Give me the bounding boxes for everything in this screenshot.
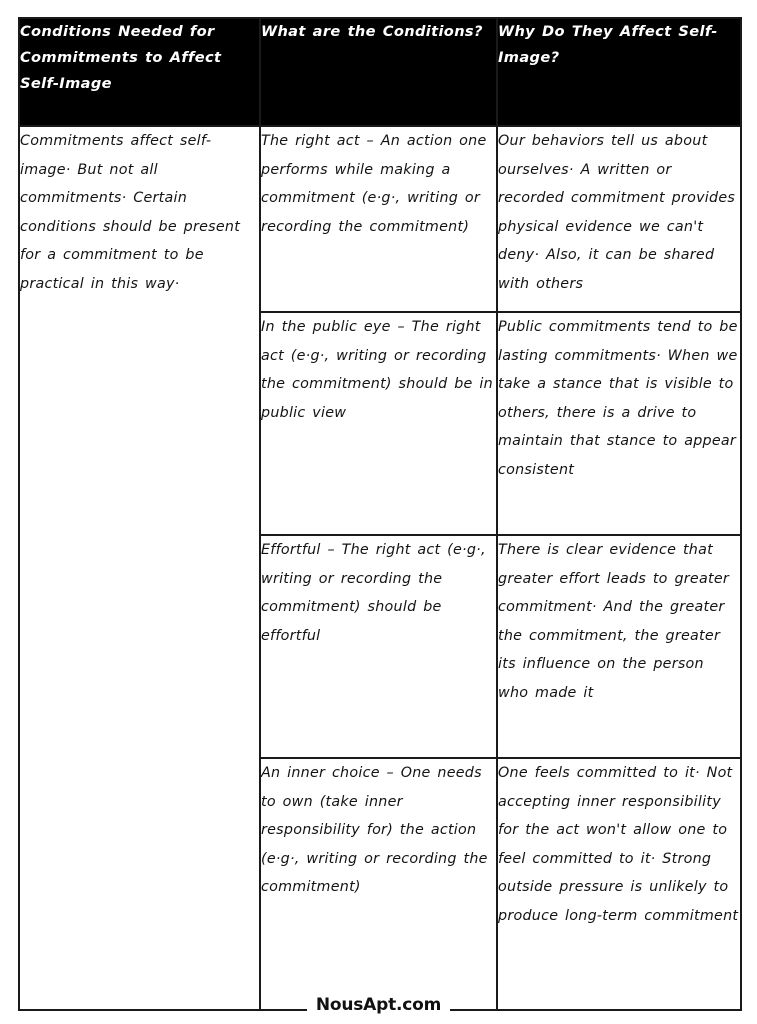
reason-text: There is clear evidence that greater effort leads to greater commitment· And the greater the commitment, the greater its influence on the person who made it <box>498 542 730 701</box>
table-header-row <box>19 18 741 126</box>
condition-cell <box>260 535 497 758</box>
conditions-table <box>18 17 742 1011</box>
column-header-conditions <box>260 18 497 126</box>
condition-text: The right act – An action one performs while making a commitment (e·g·, writing or recording the commitment) <box>261 133 487 235</box>
condition-text: In the public eye – The right act (e·g·, writing or recording the commitment) should be in public view <box>261 319 493 421</box>
condition-cell <box>260 126 497 312</box>
column-header-conditions-label: What are the Conditions? <box>261 23 483 40</box>
reason-text: Our behaviors tell us about ourselves· A written or recorded commitment provides physical evidence we can't deny· Also, it can be shared with others <box>498 133 736 292</box>
reason-text: Public commitments tend to be lasting commitments· When we take a stance that is visible to others, there is a drive to maintain that stance to appear consistent <box>498 319 738 478</box>
table-header <box>19 18 741 126</box>
column-header-reasons <box>497 18 741 126</box>
reason-cell <box>497 535 741 758</box>
condition-cell <box>260 758 497 1010</box>
table-row <box>19 126 741 312</box>
reason-cell <box>497 758 741 1010</box>
reason-text: One feels committed to it· Not accepting inner responsibility for the act won't allow one to feel committed to it· Strong outside pressure is unlikely to produce long-term commitment <box>498 765 739 924</box>
condition-cell <box>260 312 497 535</box>
watermark-label: NousApt.com <box>307 994 450 1016</box>
column-header-topic-label: Conditions Needed for Commitments to Affect Self-Image <box>20 23 222 92</box>
reason-cell <box>497 126 741 312</box>
condition-text: Effortful – The right act (e·g·, writing or recording the commitment) should be effortful <box>261 542 486 644</box>
column-header-reasons-label: Why Do They Affect Self-Image? <box>498 23 718 66</box>
table-body <box>19 126 741 1010</box>
column-header-topic <box>19 18 260 126</box>
condition-text: An inner choice – One needs to own (take inner responsibility for) the action (e·g·, writing or recording the commitment) <box>261 765 488 895</box>
reason-cell <box>497 312 741 535</box>
intro-cell <box>19 126 260 1010</box>
conditions-table-container <box>18 17 740 1009</box>
intro-text: Commitments affect self-image· But not all commitments· Certain conditions should be present for a commitment to be practical in this way· <box>20 133 241 292</box>
